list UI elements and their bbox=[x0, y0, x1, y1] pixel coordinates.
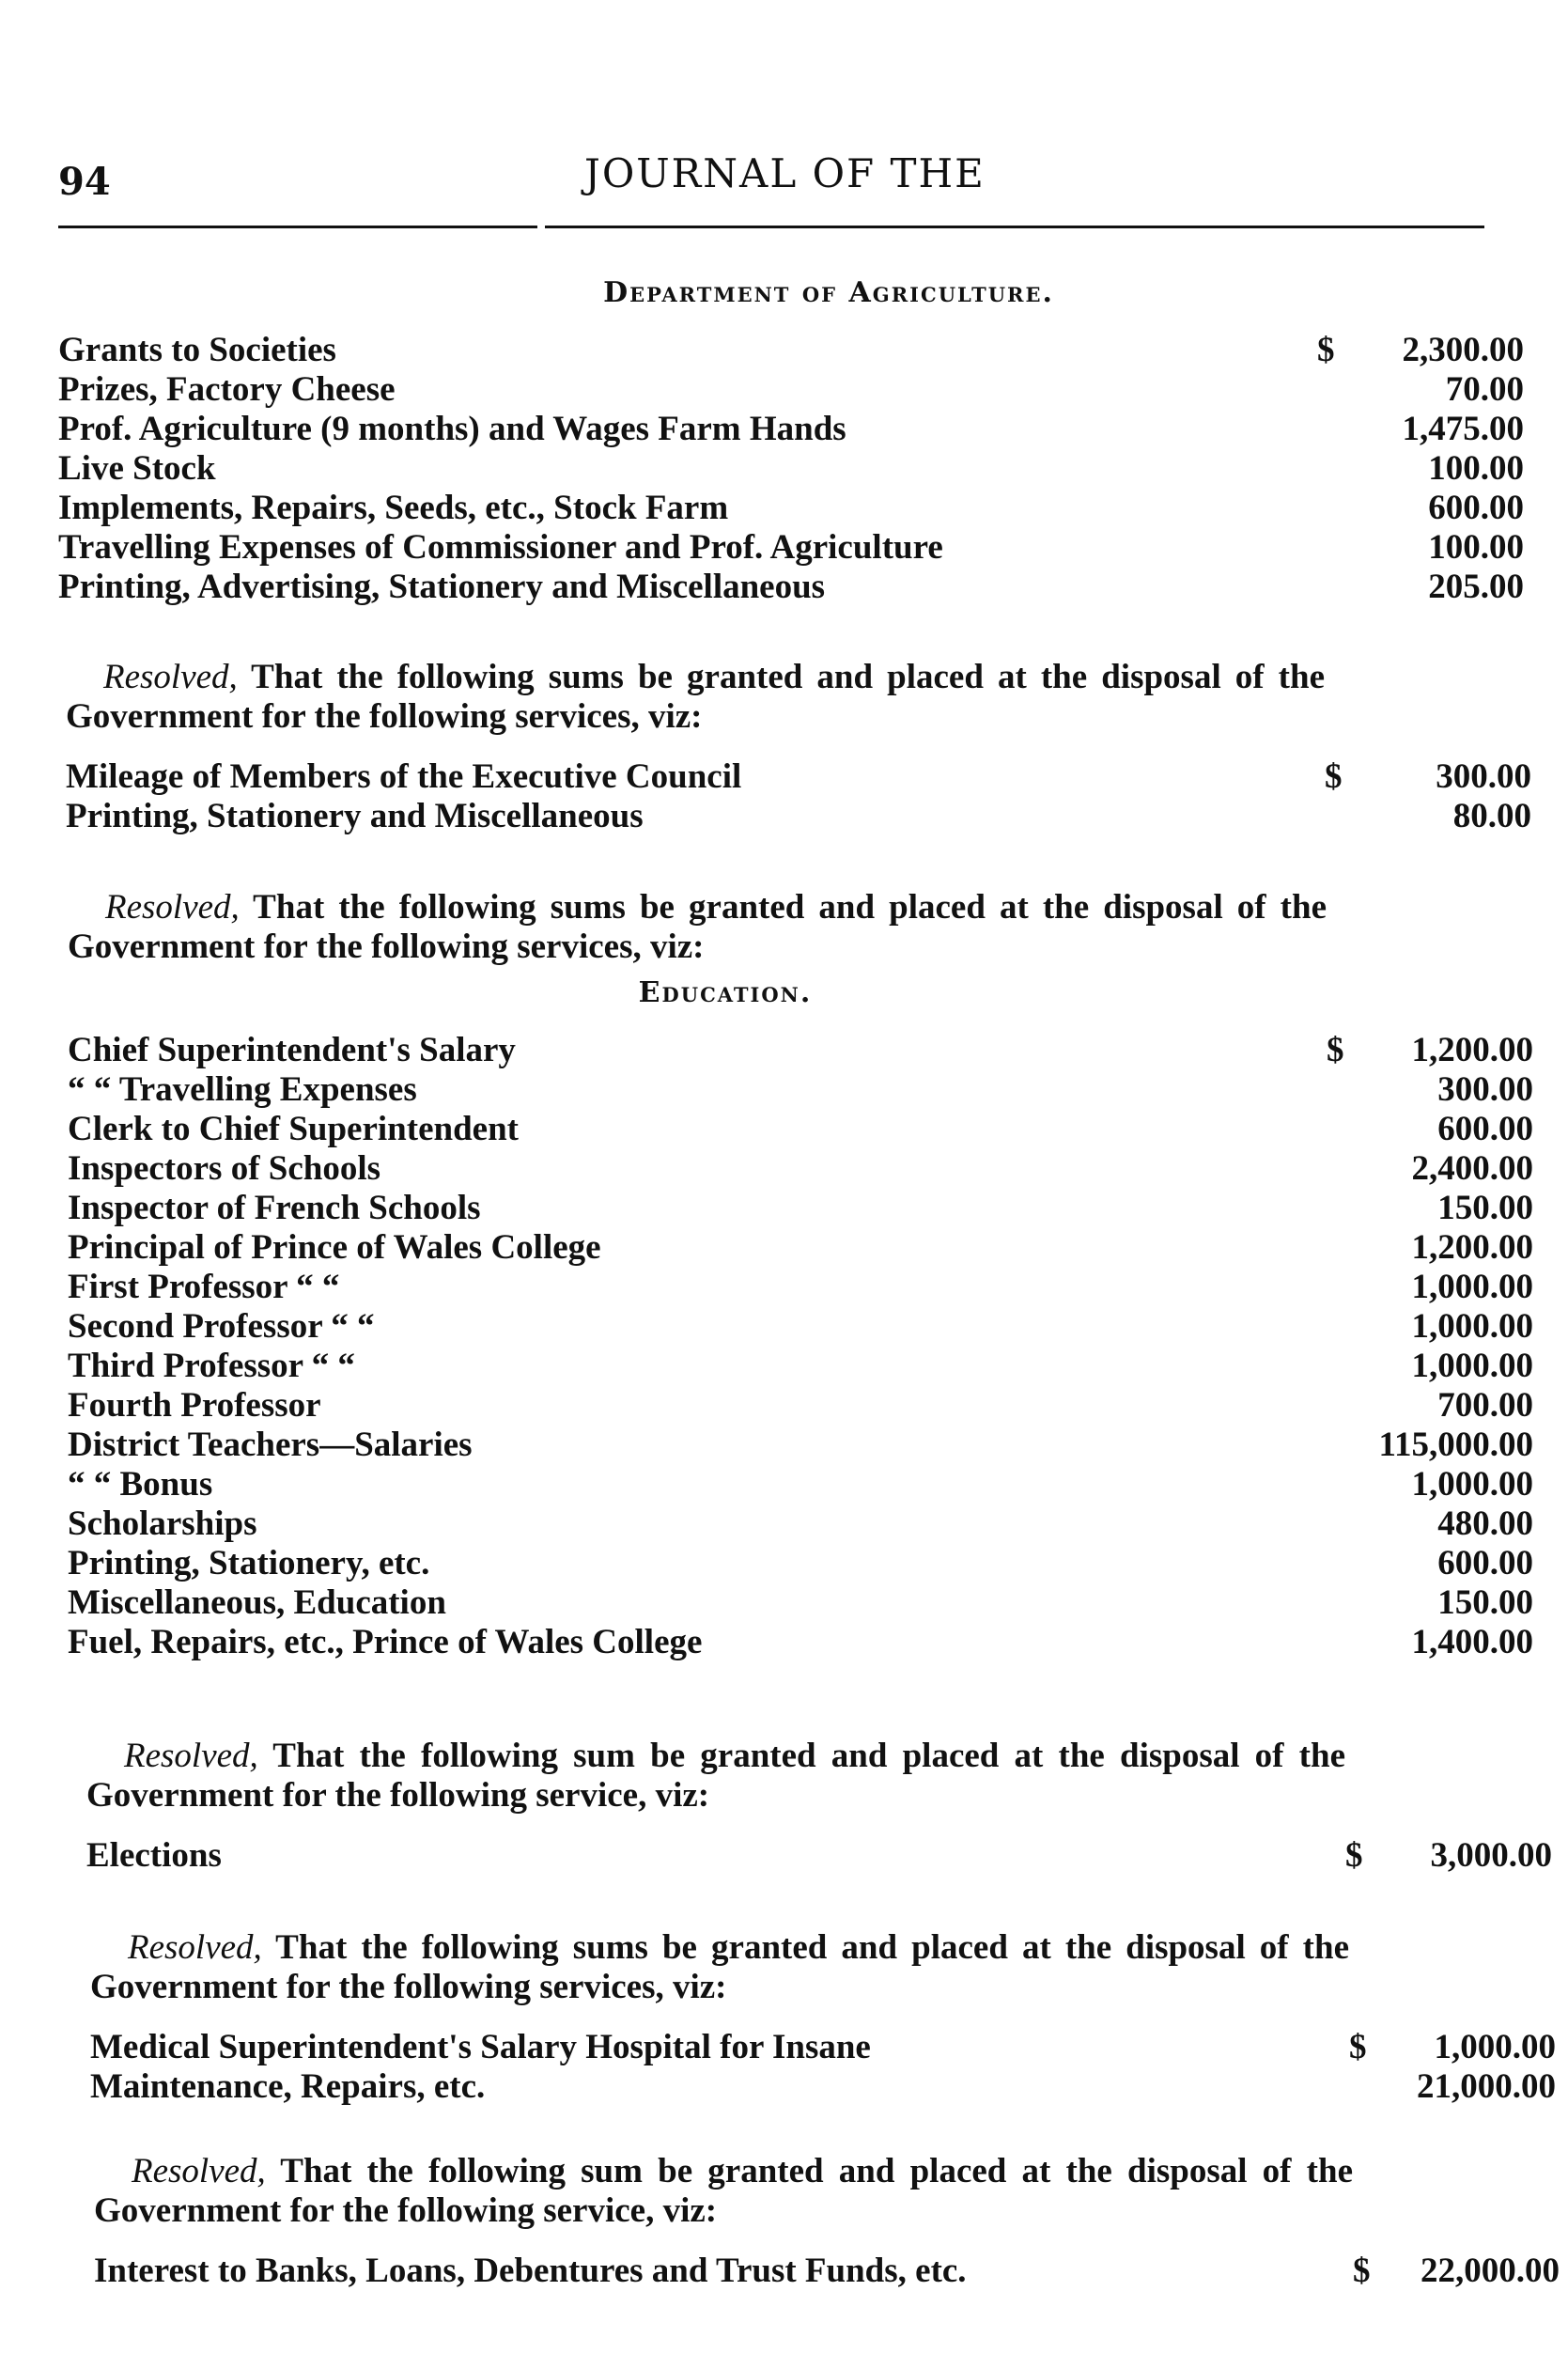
dollar-sign: $ bbox=[1327, 1031, 1344, 1069]
line-item-label: First Professor “ “ bbox=[68, 1268, 340, 1306]
resolution-body: That the following sums be granted and placed at the disposal of the Government for the following services, viz: bbox=[68, 888, 1327, 966]
dollar-sign: $ bbox=[1345, 1836, 1363, 1875]
dollar-sign: $ bbox=[1325, 757, 1343, 796]
line-item-amount: 2,400.00 bbox=[1411, 1149, 1533, 1188]
page-header bbox=[58, 150, 1486, 207]
agriculture-items bbox=[58, 331, 1524, 607]
line-item-label: Interest to Banks, Loans, Debentures and Trust Funds, etc. bbox=[94, 2252, 967, 2290]
line-item bbox=[68, 1189, 1533, 1228]
line-item-label: Fuel, Repairs, etc., Prince of Wales College bbox=[68, 1623, 703, 1661]
line-item bbox=[94, 2252, 1560, 2291]
line-item-amount: 150.00 bbox=[1437, 1583, 1533, 1622]
line-item bbox=[58, 331, 1524, 370]
line-item-label: Live Stock bbox=[58, 449, 216, 488]
line-item-label: Travelling Expenses of Commissioner and Prof. Agriculture bbox=[58, 528, 943, 567]
resolution-body: That the following sums be granted and placed at the disposal of the Government for the following services, viz: bbox=[66, 658, 1325, 736]
page-number: 94 bbox=[58, 160, 111, 204]
line-item-amount: 1,000.00 bbox=[1411, 1465, 1533, 1504]
line-item-amount: 22,000.00 bbox=[1421, 2252, 1560, 2290]
line-item bbox=[86, 1836, 1552, 1876]
line-item-label: Fourth Professor bbox=[68, 1386, 321, 1425]
resolved-word: Resolved, bbox=[132, 2152, 266, 2190]
line-item-amount: 70.00 bbox=[1445, 370, 1524, 409]
resolution-1-items bbox=[66, 757, 1531, 836]
line-item-amount: 600.00 bbox=[1437, 1110, 1533, 1148]
line-item bbox=[68, 1386, 1533, 1426]
header-rule-left bbox=[58, 226, 537, 228]
dollar-sign: $ bbox=[1317, 331, 1335, 369]
line-item bbox=[68, 1268, 1533, 1307]
line-item-amount: 1,475.00 bbox=[1402, 410, 1524, 448]
line-item-amount: 1,400.00 bbox=[1411, 1623, 1533, 1661]
line-item-amount: 1,200.00 bbox=[1411, 1031, 1533, 1069]
line-item-label: Scholarships bbox=[68, 1504, 257, 1543]
line-item bbox=[58, 568, 1524, 607]
line-item bbox=[90, 2067, 1556, 2107]
resolution-body: That the following sums be granted and placed at the disposal of the Government for the following services, viz: bbox=[90, 1928, 1349, 2006]
line-item bbox=[68, 1070, 1533, 1110]
line-item bbox=[68, 1504, 1533, 1544]
resolution-3 bbox=[86, 1737, 1552, 1876]
line-item-amount: 1,000.00 bbox=[1411, 1268, 1533, 1306]
resolution-text bbox=[68, 888, 1327, 967]
dollar-sign: $ bbox=[1349, 2028, 1367, 2066]
line-item bbox=[68, 1149, 1533, 1189]
line-item bbox=[58, 410, 1524, 449]
resolved-word: Resolved, bbox=[103, 658, 238, 696]
line-item bbox=[68, 1110, 1533, 1149]
running-title: JOURNAL OF THE bbox=[584, 150, 986, 196]
resolution-2 bbox=[68, 888, 1533, 1662]
education-items bbox=[68, 1031, 1533, 1662]
line-item bbox=[68, 1583, 1533, 1623]
line-item bbox=[58, 528, 1524, 568]
line-item-amount: 100.00 bbox=[1428, 528, 1524, 567]
education-heading: Education. bbox=[638, 976, 813, 1009]
line-item bbox=[90, 2028, 1556, 2067]
resolution-text bbox=[86, 1737, 1345, 1816]
line-item-amount: 3,000.00 bbox=[1430, 1836, 1552, 1875]
line-item-label: Maintenance, Repairs, etc. bbox=[90, 2067, 486, 2106]
line-item-label: Implements, Repairs, Seeds, etc., Stock Farm bbox=[58, 489, 729, 527]
line-item-label: Elections bbox=[86, 1836, 222, 1875]
resolution-5-items bbox=[94, 2252, 1560, 2291]
line-item bbox=[68, 1307, 1533, 1347]
line-item bbox=[58, 449, 1524, 489]
line-item bbox=[66, 797, 1531, 836]
line-item-label: Inspector of French Schools bbox=[68, 1189, 481, 1227]
line-item-label: District Teachers—Salaries bbox=[68, 1426, 473, 1464]
resolution-body: That the following sum be granted and placed at the disposal of the Government for the following service, viz: bbox=[94, 2152, 1353, 2230]
resolution-1 bbox=[66, 658, 1531, 836]
line-item-amount: 1,000.00 bbox=[1411, 1347, 1533, 1385]
line-item bbox=[68, 1544, 1533, 1583]
line-item-amount: 21,000.00 bbox=[1417, 2067, 1556, 2106]
line-item-label: Second Professor “ “ bbox=[68, 1307, 375, 1346]
resolution-text bbox=[66, 658, 1325, 737]
line-item bbox=[58, 370, 1524, 410]
line-item bbox=[68, 1347, 1533, 1386]
resolved-word: Resolved, bbox=[128, 1928, 262, 1967]
resolution-5 bbox=[94, 2152, 1560, 2291]
line-item bbox=[58, 489, 1524, 528]
line-item-label: Grants to Societies bbox=[58, 331, 336, 369]
line-item-amount: 205.00 bbox=[1428, 568, 1524, 606]
resolved-word: Resolved, bbox=[105, 888, 240, 927]
resolution-3-items bbox=[86, 1836, 1552, 1876]
line-item-label: “ “ Travelling Expenses bbox=[68, 1070, 417, 1109]
line-item-label: Mileage of Members of the Executive Council bbox=[66, 757, 742, 796]
agriculture-section bbox=[58, 274, 1524, 607]
line-item bbox=[68, 1228, 1533, 1268]
line-item-label: Inspectors of Schools bbox=[68, 1149, 381, 1188]
line-item-amount: 600.00 bbox=[1437, 1544, 1533, 1582]
resolution-4-items bbox=[90, 2028, 1556, 2107]
line-item-amount: 1,200.00 bbox=[1411, 1228, 1533, 1267]
resolution-text bbox=[90, 1928, 1349, 2007]
dollar-sign: $ bbox=[1353, 2252, 1371, 2290]
line-item-amount: 150.00 bbox=[1437, 1189, 1533, 1227]
line-item-amount: 100.00 bbox=[1428, 449, 1524, 488]
line-item-label: Principal of Prince of Wales College bbox=[68, 1228, 601, 1267]
line-item-label: Medical Superintendent's Salary Hospital for Insane bbox=[90, 2028, 871, 2066]
resolution-body: That the following sum be granted and placed at the disposal of the Government for the following service, viz: bbox=[86, 1737, 1345, 1815]
line-item-label: Printing, Stationery and Miscellaneous bbox=[66, 797, 644, 835]
header-rule-right bbox=[545, 226, 1484, 228]
line-item-amount: 300.00 bbox=[1437, 1070, 1533, 1109]
agriculture-heading: Department of Agriculture. bbox=[603, 276, 1054, 309]
line-item-amount: 1,000.00 bbox=[1434, 2028, 1556, 2066]
line-item-label: Chief Superintendent's Salary bbox=[68, 1031, 516, 1069]
line-item-label: Miscellaneous, Education bbox=[68, 1583, 446, 1622]
line-item-amount: 300.00 bbox=[1436, 757, 1531, 796]
line-item-label: Prizes, Factory Cheese bbox=[58, 370, 396, 409]
line-item-amount: 480.00 bbox=[1437, 1504, 1533, 1543]
line-item bbox=[68, 1465, 1533, 1504]
line-item-label: Printing, Stationery, etc. bbox=[68, 1544, 430, 1582]
line-item-amount: 1,000.00 bbox=[1411, 1307, 1533, 1346]
line-item bbox=[68, 1623, 1533, 1662]
line-item-amount: 115,000.00 bbox=[1378, 1426, 1533, 1464]
line-item-label: “ “ Bonus bbox=[68, 1465, 213, 1504]
line-item bbox=[68, 1031, 1533, 1070]
line-item-label: Prof. Agriculture (9 months) and Wages Farm Hands bbox=[58, 410, 846, 448]
resolved-word: Resolved, bbox=[124, 1737, 258, 1775]
line-item-amount: 2,300.00 bbox=[1402, 331, 1524, 369]
line-item bbox=[66, 757, 1531, 797]
line-item bbox=[68, 1426, 1533, 1465]
resolution-text bbox=[94, 2152, 1353, 2231]
resolution-4 bbox=[90, 1928, 1556, 2107]
line-item-amount: 600.00 bbox=[1428, 489, 1524, 527]
line-item-label: Third Professor “ “ bbox=[68, 1347, 355, 1385]
line-item-amount: 700.00 bbox=[1437, 1386, 1533, 1425]
line-item-amount: 80.00 bbox=[1452, 797, 1531, 835]
line-item-label: Printing, Advertising, Stationery and Miscellaneous bbox=[58, 568, 826, 606]
line-item-label: Clerk to Chief Superintendent bbox=[68, 1110, 519, 1148]
